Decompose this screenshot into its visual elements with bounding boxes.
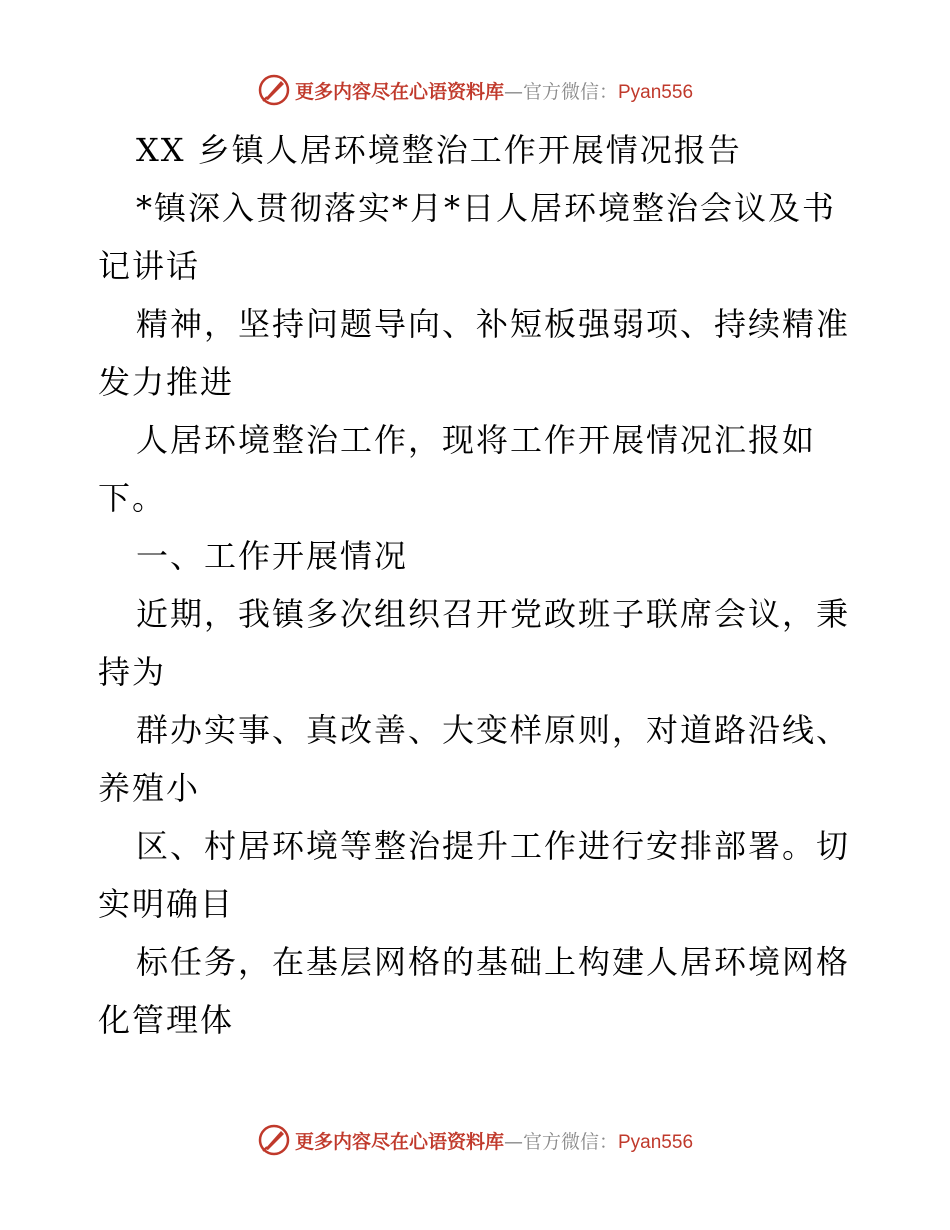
paragraph-line: 区、村居环境等整治提升工作进行安排部署。切 — [136, 827, 851, 865]
paragraph-line: 发力推进 — [98, 363, 235, 401]
banner-wechat-id: Pyan556 — [618, 81, 694, 103]
banner-wechat-id: Pyan556 — [618, 1131, 694, 1153]
paragraph-line: 实明确目 — [98, 885, 235, 923]
paragraph-line: 化管理体 — [98, 1001, 235, 1039]
banner-wechat-label: 官方微信： — [522, 80, 618, 103]
paragraph-line: 养殖小 — [98, 769, 201, 807]
paragraph-line: 记讲话 — [98, 247, 201, 285]
paragraph-line: 人居环境整治工作，现将工作开展情况汇报如 — [136, 421, 817, 459]
banner-text — [295, 1127, 693, 1154]
paragraph-line: 精神，坚持问题导向、补短板强弱项、持续精准 — [136, 305, 851, 343]
paragraph-line: 持为 — [98, 653, 167, 691]
paragraph-line: 标任务，在基层网格的基础上构建人居环境网格 — [136, 943, 851, 981]
paragraph-line: *镇深入贯彻落实*月*日人居环境整治会议及书 — [136, 189, 837, 227]
document-title: XX 乡镇人居环境整治工作开展情况报告 — [136, 131, 742, 169]
paragraph-line: 群办实事、真改善、大变样原则，对道路沿线、 — [136, 711, 851, 749]
banner-brand: 更多内容尽在心语资料库 — [294, 80, 504, 103]
document-body — [98, 121, 878, 1049]
header-banner-inner — [257, 73, 693, 107]
banner-dash: — — [503, 1130, 523, 1153]
paragraph-line: 下。 — [98, 479, 167, 517]
banner-wechat-label: 官方微信： — [522, 1130, 618, 1153]
footer-banner-inner — [257, 1123, 693, 1157]
section-heading: 一、工作开展情况 — [136, 537, 409, 575]
quill-logo-icon — [257, 1123, 291, 1157]
footer-banner — [0, 1120, 950, 1160]
banner-dash: — — [503, 80, 523, 103]
header-banner — [0, 70, 950, 110]
banner-brand: 更多内容尽在心语资料库 — [294, 1130, 504, 1153]
paragraph-line: 近期，我镇多次组织召开党政班子联席会议，秉 — [136, 595, 851, 633]
banner-text — [295, 77, 693, 104]
quill-logo-icon — [257, 73, 291, 107]
